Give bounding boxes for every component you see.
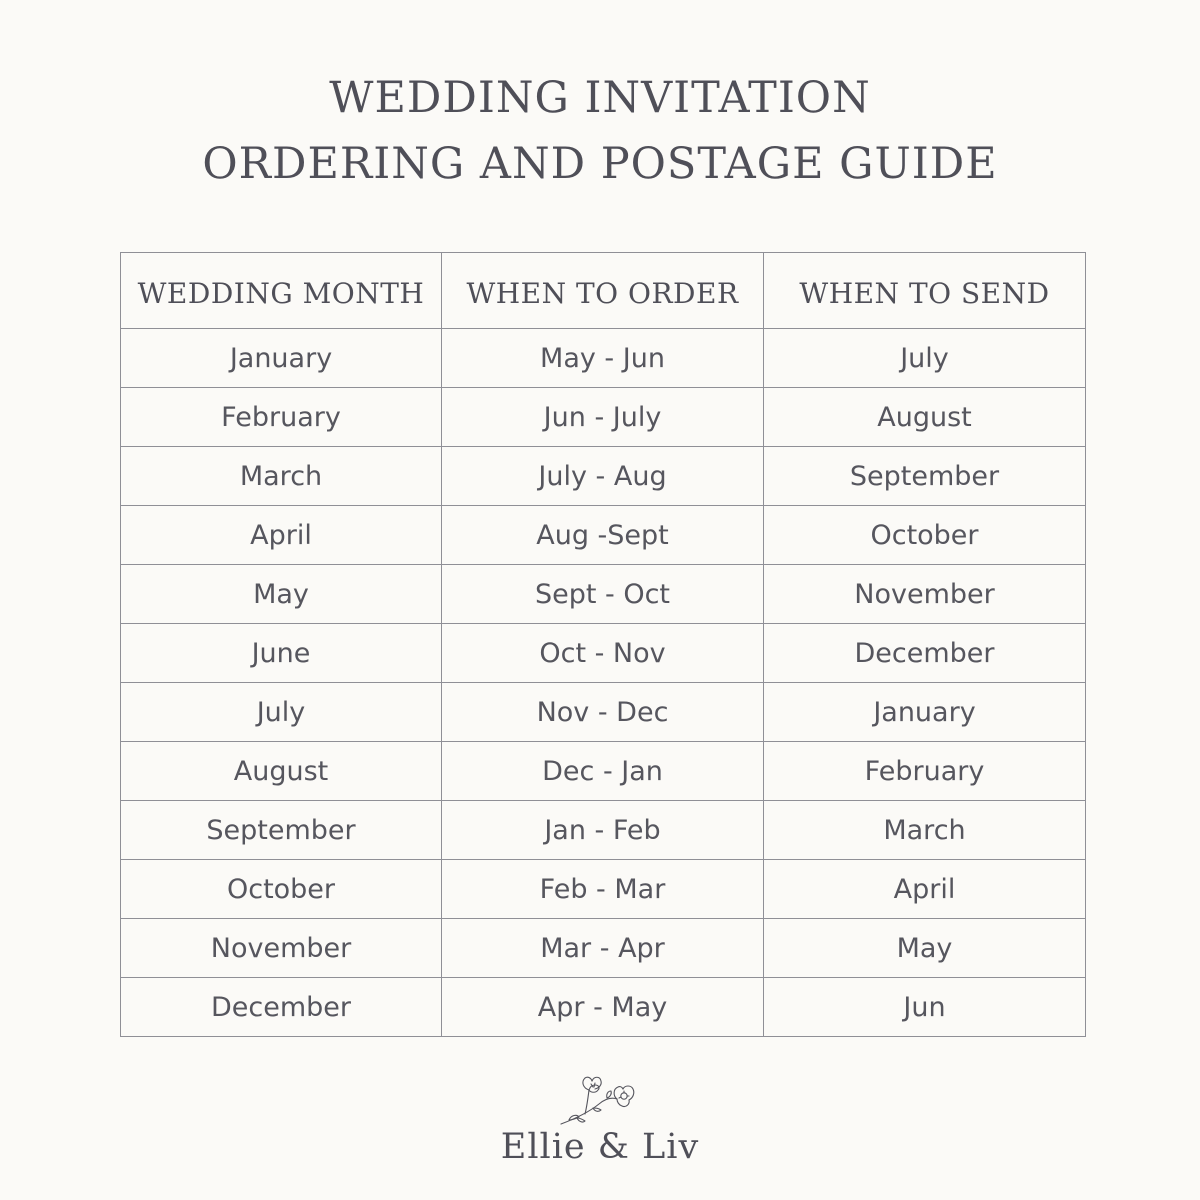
order-window-cell: July - Aug [442, 447, 764, 506]
send-month-cell: February [764, 742, 1086, 801]
table-row [121, 978, 1086, 1037]
wedding-month-cell: December [121, 978, 442, 1037]
send-month-cell: March [764, 801, 1086, 860]
order-window-cell: Feb - Mar [442, 860, 764, 919]
table-row [121, 565, 1086, 624]
table-row [121, 742, 1086, 801]
order-window-cell: Mar - Apr [442, 919, 764, 978]
wedding-month-cell: May [121, 565, 442, 624]
order-window-cell: May - Jun [442, 329, 764, 388]
ordering-guide-table [120, 252, 1086, 1037]
order-window-cell: Oct - Nov [442, 624, 764, 683]
send-month-cell: April [764, 860, 1086, 919]
order-window-cell: Jan - Feb [442, 801, 764, 860]
wedding-month-cell: August [121, 742, 442, 801]
send-month-cell: January [764, 683, 1086, 742]
flower-sprig-icon [555, 1072, 645, 1128]
order-window-cell: Nov - Dec [442, 683, 764, 742]
send-month-cell: July [764, 329, 1086, 388]
page-title-line-1: WEDDING INVITATION [329, 73, 871, 123]
table-row [121, 683, 1086, 742]
send-month-cell: August [764, 388, 1086, 447]
table-row [121, 624, 1086, 683]
send-month-cell: October [764, 506, 1086, 565]
order-window-cell: Aug -Sept [442, 506, 764, 565]
wedding-month-cell: March [121, 447, 442, 506]
table-row [121, 506, 1086, 565]
table-row [121, 388, 1086, 447]
send-month-cell: May [764, 919, 1086, 978]
table-header-row [121, 253, 1086, 329]
wedding-month-cell: April [121, 506, 442, 565]
send-month-cell: November [764, 565, 1086, 624]
column-header-when-to-send: WHEN TO SEND [764, 253, 1086, 329]
order-window-cell: Sept - Oct [442, 565, 764, 624]
wedding-month-cell: November [121, 919, 442, 978]
table-row [121, 329, 1086, 388]
order-window-cell: Apr - May [442, 978, 764, 1037]
send-month-cell: December [764, 624, 1086, 683]
table-row [121, 860, 1086, 919]
column-header-when-to-order: WHEN TO ORDER [442, 253, 764, 329]
wedding-month-cell: January [121, 329, 442, 388]
wedding-month-cell: October [121, 860, 442, 919]
order-window-cell: Dec - Jan [442, 742, 764, 801]
send-month-cell: Jun [764, 978, 1086, 1037]
page-title-line-2: ORDERING AND POSTAGE GUIDE [202, 139, 998, 189]
table-row [121, 801, 1086, 860]
wedding-month-cell: February [121, 388, 442, 447]
wedding-month-cell: June [121, 624, 442, 683]
brand-name: Ellie & Liv [500, 1127, 700, 1167]
send-month-cell: September [764, 447, 1086, 506]
wedding-month-cell: July [121, 683, 442, 742]
brand-logo [0, 1072, 1200, 1128]
table-row [121, 919, 1086, 978]
table-row [121, 447, 1086, 506]
order-window-cell: Jun - July [442, 388, 764, 447]
column-header-wedding-month: WEDDING MONTH [121, 253, 442, 329]
wedding-month-cell: September [121, 801, 442, 860]
